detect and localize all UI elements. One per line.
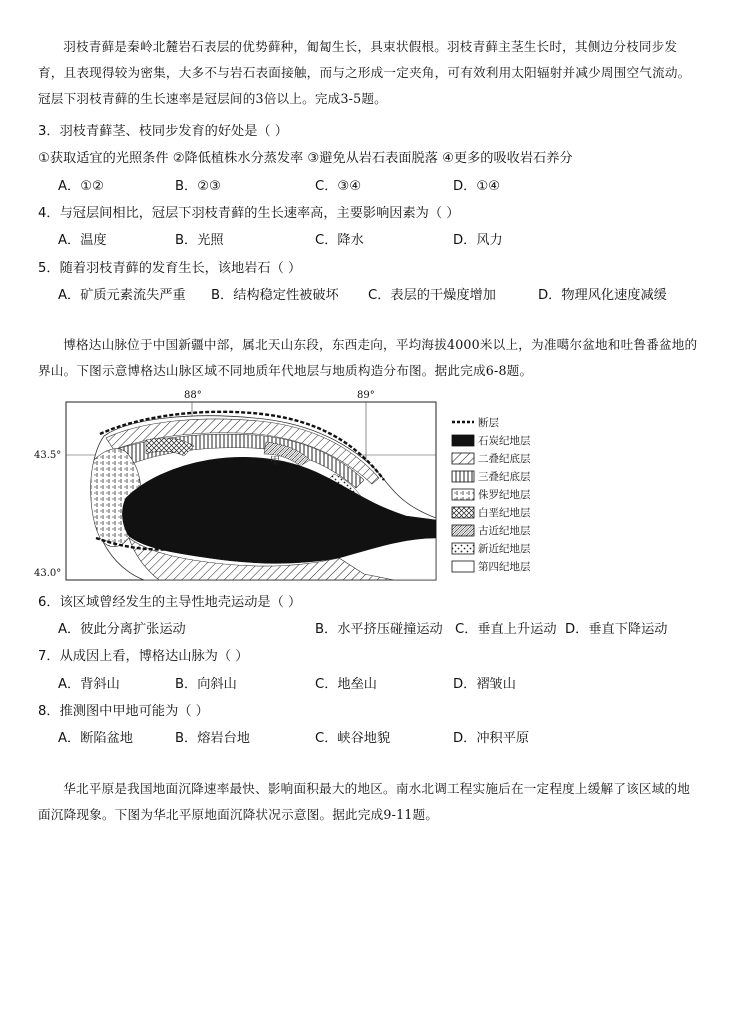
q8-option-d[interactable]: D．冲积平原 (453, 731, 530, 746)
legend-carboniferous-swatch (452, 435, 474, 446)
label-jia: 甲 (270, 456, 280, 467)
legend-paleogene-swatch (452, 525, 474, 536)
question-5-stem: 5．随着羽枝青藓的发育生长，该地岩石（ ） (38, 261, 302, 276)
question-3-stem: 3．羽枝青藓茎、枝同步发育的好处是（ ） (38, 124, 288, 139)
legend-quaternary-swatch (452, 561, 474, 572)
legend-label-triassic: 三叠纪底层 (478, 471, 531, 483)
q6-option-d[interactable]: D．垂直下降运动 (565, 622, 668, 637)
legend-label-jurassic: 侏罗纪地层 (478, 489, 531, 501)
legend-neogene-swatch (452, 543, 474, 554)
legend-label-paleogene: 古近纪地层 (478, 525, 531, 537)
lat-label-43-0: 43.0° (34, 568, 62, 579)
lon-label-88: 88° (184, 390, 202, 401)
legend-label-quaternary: 第四纪地层 (478, 561, 531, 573)
q7-option-d[interactable]: D．褶皱山 (453, 677, 516, 692)
q5-option-c[interactable]: C．表层的干燥度增加 (368, 288, 496, 303)
legend-permian-swatch (452, 453, 474, 464)
q8-option-c[interactable]: C．峡谷地貌 (315, 731, 391, 746)
q4-option-a[interactable]: A．温度 (58, 233, 107, 248)
q4-option-d[interactable]: D．风力 (453, 233, 503, 248)
q5-option-b[interactable]: B．结构稳定性被破坏 (211, 288, 339, 303)
legend-label-permian: 二叠纪底层 (478, 453, 531, 465)
q3-option-b[interactable]: B．②③ (175, 179, 221, 194)
passage-moss: 羽枝青藓是秦岭北麓岩石表层的优势藓种，匍匐生长，具束状假根。羽枝青藓主茎生长时，其侧边分枝同步发育，且表现得较为密集，大多不与岩石表面接触，而与之形成一定夹角，可有效利用太阳辐射并减少周围空气流动。冠层下羽枝青藓的生长速率是冠层间的3倍以上。完成3-5题。 (38, 39, 691, 106)
q8-option-b[interactable]: B．熔岩台地 (175, 731, 250, 746)
q4-option-c[interactable]: C．降水 (315, 233, 364, 248)
question-6-stem: 6．该区域曾经发生的主导性地壳运动是（ ） (38, 595, 302, 610)
q5-option-a[interactable]: A．矿质元素流失严重 (58, 288, 186, 303)
q7-option-c[interactable]: C．地垒山 (315, 677, 377, 692)
legend-label-neogene: 新近纪地层 (478, 543, 531, 555)
question-3-items: ①获取适宜的光照条件 ②降低植株水分蒸发率 ③避免从岩石表面脱落 ④更多的吸收岩石养分 (38, 151, 573, 166)
question-8-stem: 8．推测图中甲地可能为（ ） (38, 704, 209, 719)
legend-label-carboniferous: 石炭纪地层 (478, 435, 531, 447)
passage-bogda: 博格达山脉位于中国新疆中部，属北天山东段，东西走向，平均海拔4000米以上，为准噶尔盆地和吐鲁番盆地的界山。下图示意博格达山脉区域不同地质年代地层与地质构造分布图。据此完成6-8题。 (38, 337, 698, 378)
lat-label-43-5: 43.5° (34, 450, 62, 461)
legend-triassic-swatch (452, 471, 474, 482)
legend-label-fault: 断层 (478, 417, 499, 429)
q6-option-a[interactable]: A．彼此分离扩张运动 (58, 622, 186, 637)
passage-north-china-plain: 华北平原是我国地面沉降速率最快、影响面积最大的地区。南水北调工程实施后在一定程度上缓解了该区域的地面沉降现象。下图为华北平原地面沉降状况示意图。据此完成9-11题。 (38, 781, 691, 822)
q6-option-c[interactable]: C．垂直上升运动 (455, 622, 557, 637)
question-4-stem: 4．与冠层间相比，冠层下羽枝青藓的生长速率高，主要影响因素为（ ） (38, 206, 460, 221)
legend-label-cretaceous: 白垩纪地层 (478, 507, 531, 519)
q3-option-d[interactable]: D．①④ (453, 179, 500, 194)
q4-option-b[interactable]: B．光照 (175, 233, 224, 248)
lon-label-89: 89° (357, 390, 375, 401)
q3-option-a[interactable]: A．①② (58, 179, 104, 194)
q7-option-a[interactable]: A．背斜山 (58, 677, 120, 692)
legend-cretaceous-swatch (452, 507, 474, 518)
legend-jurassic-swatch (452, 489, 474, 500)
q8-option-a[interactable]: A．断陷盆地 (58, 731, 133, 746)
question-7-stem: 7．从成因上看，博格达山脉为（ ） (38, 649, 249, 664)
q5-option-d[interactable]: D．物理风化速度减缓 (538, 288, 667, 303)
q7-option-b[interactable]: B．向斜山 (175, 677, 237, 692)
geologic-map (34, 388, 554, 583)
q6-option-b[interactable]: B．水平挤压碰撞运动 (315, 622, 443, 637)
q3-option-c[interactable]: C．③④ (315, 179, 362, 194)
